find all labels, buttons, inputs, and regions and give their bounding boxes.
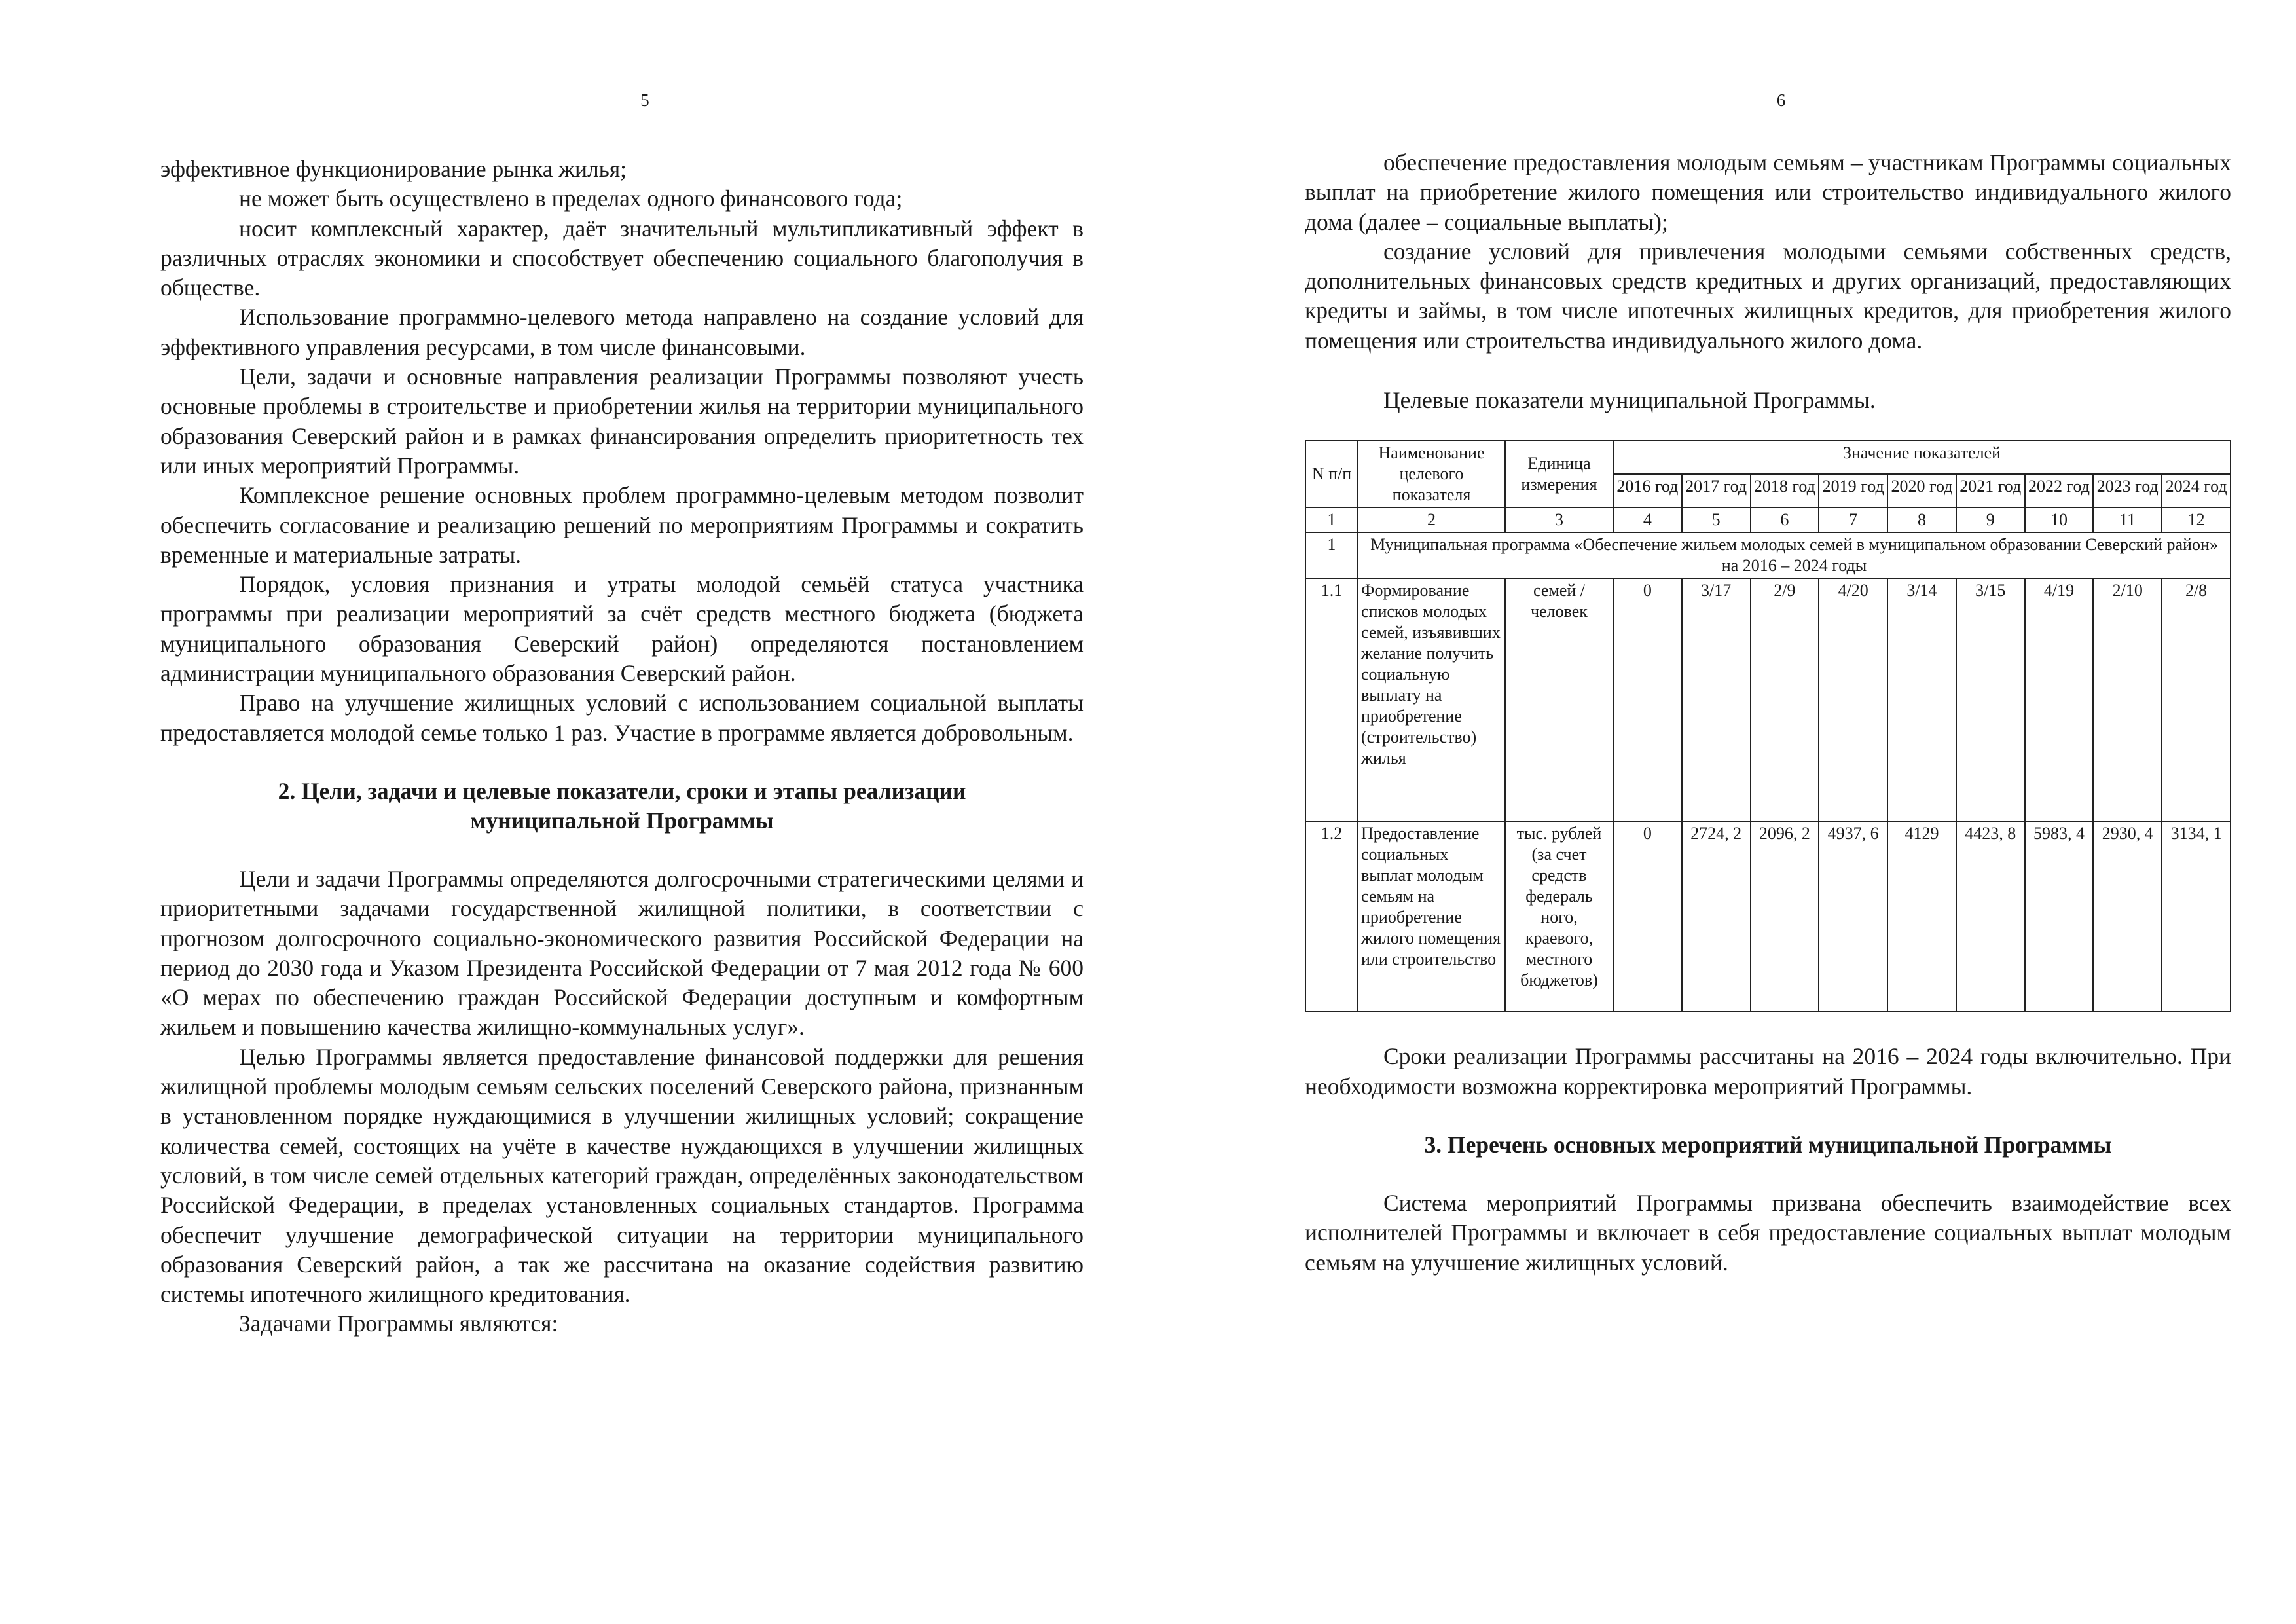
col-number: 10 [2025,507,2094,532]
value-cell: 3/17 [1682,578,1751,821]
col-number: 11 [2093,507,2162,532]
value-cell: 2/10 [2093,578,2162,821]
paragraph: Порядок, условия признания и утраты молодой семьёй статуса участника программы при реализации мероприятий за счёт средств местного бюджета (бюджета муниципального образования Северский район) определяются постановлением администрации муниципального образования Северский район. [160,571,1084,687]
value-cell: 3/14 [1887,578,1956,821]
table-row [1305,821,2231,1012]
section-heading: 3. Перечень основных мероприятий муниципальной Программы [1424,1131,2112,1158]
right-page [1305,0,2231,1624]
col-number: 8 [1887,507,1956,532]
program-title: Муниципальная программа «Обеспечение жильем молодых семей в муниципальном образовании Северский район» на 2016 – 2024 годы [1358,532,2231,578]
header-unit: Единица измерения [1505,441,1613,507]
value-cell: 4423, 8 [1956,821,2025,1012]
year-cell: 2023 год [2093,474,2162,507]
value-cell: 0 [1613,578,1682,821]
paragraph: обеспечение предоставления молодым семьям – участникам Программы социальных выплат на приобретение жилого помещения или строительство индивидуального жилого дома (далее – социальные выплаты); [1305,149,2231,235]
paragraph: Использование программно-целевого метода направлено на создание условий для эффективного управления ресурсами, в том числе финансовыми. [160,304,1084,360]
value-cell: 2930, 4 [2093,821,2162,1012]
year-cell: 2022 год [2025,474,2094,507]
value-cell: 4937, 6 [1819,821,1887,1012]
row-num: 1.2 [1305,821,1358,1012]
page-number: 6 [1776,90,1786,110]
row-unit: семей / человек [1505,578,1613,821]
value-cell: 2/8 [2162,578,2231,821]
table-program-row [1305,532,2231,578]
table-caption: Целевые показатели муниципальной Программы. [1383,387,1876,414]
col-number: 3 [1505,507,1613,532]
right-page-body [1305,148,2231,1278]
paragraph: Комплексное решение основных проблем программно-целевым методом позволит обеспечить согласование и реализацию решений по мероприятиям Программы и сократить временные и материальные затраты. [160,482,1084,568]
row-name: Предоставление социальных выплат молодым семьям на приобретение жилого помещения или строительство [1358,821,1505,1012]
paragraph: Цели и задачи Программы определяются долгосрочными стратегическими целями и приоритетными задачами государственной жилищной политики, в соответствии с прогнозом долгосрочного социально-экономического развития Российской Федерации на период до 2030 года и Указом Президента Российской Федерации от 7 мая 2012 года № 600 «О мерах по обеспечению граждан Российской Федерации доступным и комфортным жильем и повышению качества жилищно-коммунальных услуг». [160,865,1084,1041]
table-column-numbers-row [1305,507,2231,532]
paragraph: Целью Программы является предоставление финансовой поддержки для решения жилищной проблемы молодым семьям сельских поселений Северского района, признанным в установленном порядке нуждающимися в улучшении жилищных условий; сокращение количества семей, состоящих на учёте в качестве нуждающихся в улучшении жилищных условий, в том числе семей отдельных категорий граждан, определённых законодательством Российской Федерации, в пределах установленных социальных стандартов. Программа обеспечит улучшение демографической ситуации на территории муниципального образования Северский район, а так же рассчитана на оказание содействия развитию системы ипотечного жилищного кредитования. [160,1043,1084,1308]
value-cell: 5983, 4 [2025,821,2094,1012]
section-heading: 2. Цели, задачи и целевые показатели, сроки и этапы реализации муниципальной Программы [278,777,966,834]
year-cell: 2017 год [1682,474,1751,507]
indicators-table [1305,440,2231,1012]
paragraph: не может быть осуществлено в пределах одного финансового года; [239,185,903,212]
value-cell: 4129 [1887,821,1956,1012]
value-cell: 2096, 2 [1751,821,1819,1012]
left-page [160,0,1084,1624]
page-number: 5 [640,90,649,110]
value-cell: 4/20 [1819,578,1887,821]
year-cell: 2020 год [1887,474,1956,507]
col-number: 9 [1956,507,2025,532]
paragraph: эффективное функционирование рынка жилья; [160,156,627,182]
paragraph: Право на улучшение жилищных условий с использованием социальной выплаты предоставляется молодой семье только 1 раз. Участие в программе является добровольным. [160,690,1084,746]
col-number: 7 [1819,507,1887,532]
row-name: Формирование списков молодых семей, изъявивших желание получить социальную выплату на приобретение (строительство) жилья [1358,578,1505,821]
paragraph: Сроки реализации Программы рассчитаны на 2016 – 2024 годы включительно. При необходимости возможна корректировка мероприятий Программы. [1305,1043,2231,1099]
header-values: Значение показателей [1613,441,2231,474]
value-cell: 3134, 1 [2162,821,2231,1012]
col-number: 6 [1751,507,1819,532]
year-cell: 2018 год [1751,474,1819,507]
value-cell: 0 [1613,821,1682,1012]
year-cell: 2016 год [1613,474,1682,507]
header-name: Наименование целевого показателя [1358,441,1505,507]
paragraph: создание условий для привлечения молодыми семьями собственных средств, дополнительных финансовых средств кредитных и других организаций, предоставляющих кредиты и займы, в том числе ипотечных жилищных кредитов, для приобретения жилого помещения или строительства индивидуального жилого дома. [1305,238,2231,354]
value-cell: 4/19 [2025,578,2094,821]
value-cell: 2724, 2 [1682,821,1751,1012]
col-number: 4 [1613,507,1682,532]
year-cell: 2021 год [1956,474,2025,507]
year-cell: 2019 год [1819,474,1887,507]
paragraph: Система мероприятий Программы призвана обеспечить взаимодействие всех исполнителей Программы и включает в себя предоставление социальных выплат молодым семьям на улучшение жилищных условий. [1305,1189,2231,1276]
year-cell: 2024 год [2162,474,2231,507]
table-header-row [1305,441,2231,474]
paragraph: носит комплексный характер, даёт значительный мультипликативный эффект в различных отраслях экономики и способствует обеспечению социального благополучия в обществе. [160,215,1084,301]
col-number: 2 [1358,507,1505,532]
paragraph: Цели, задачи и основные направления реализации Программы позволяют учесть основные проблемы в строительстве и приобретении жилья на территории муниципального образования Северский район и в рамках финансирования определить приоритетность тех или иных мероприятий Программы. [160,363,1084,479]
col-number: 12 [2162,507,2231,532]
paragraph: Задачами Программы являются: [239,1310,558,1337]
row-num: 1 [1305,532,1358,578]
row-num: 1.1 [1305,578,1358,821]
col-number: 5 [1682,507,1751,532]
col-number: 1 [1305,507,1358,532]
left-page-body [160,155,1084,1339]
value-cell: 2/9 [1751,578,1819,821]
row-unit: тыс. рублей (за счет средств федераль ного, краевого, местного бюджетов) [1505,821,1613,1012]
value-cell: 3/15 [1956,578,2025,821]
header-num: N п/п [1305,441,1358,507]
table-row [1305,578,2231,821]
